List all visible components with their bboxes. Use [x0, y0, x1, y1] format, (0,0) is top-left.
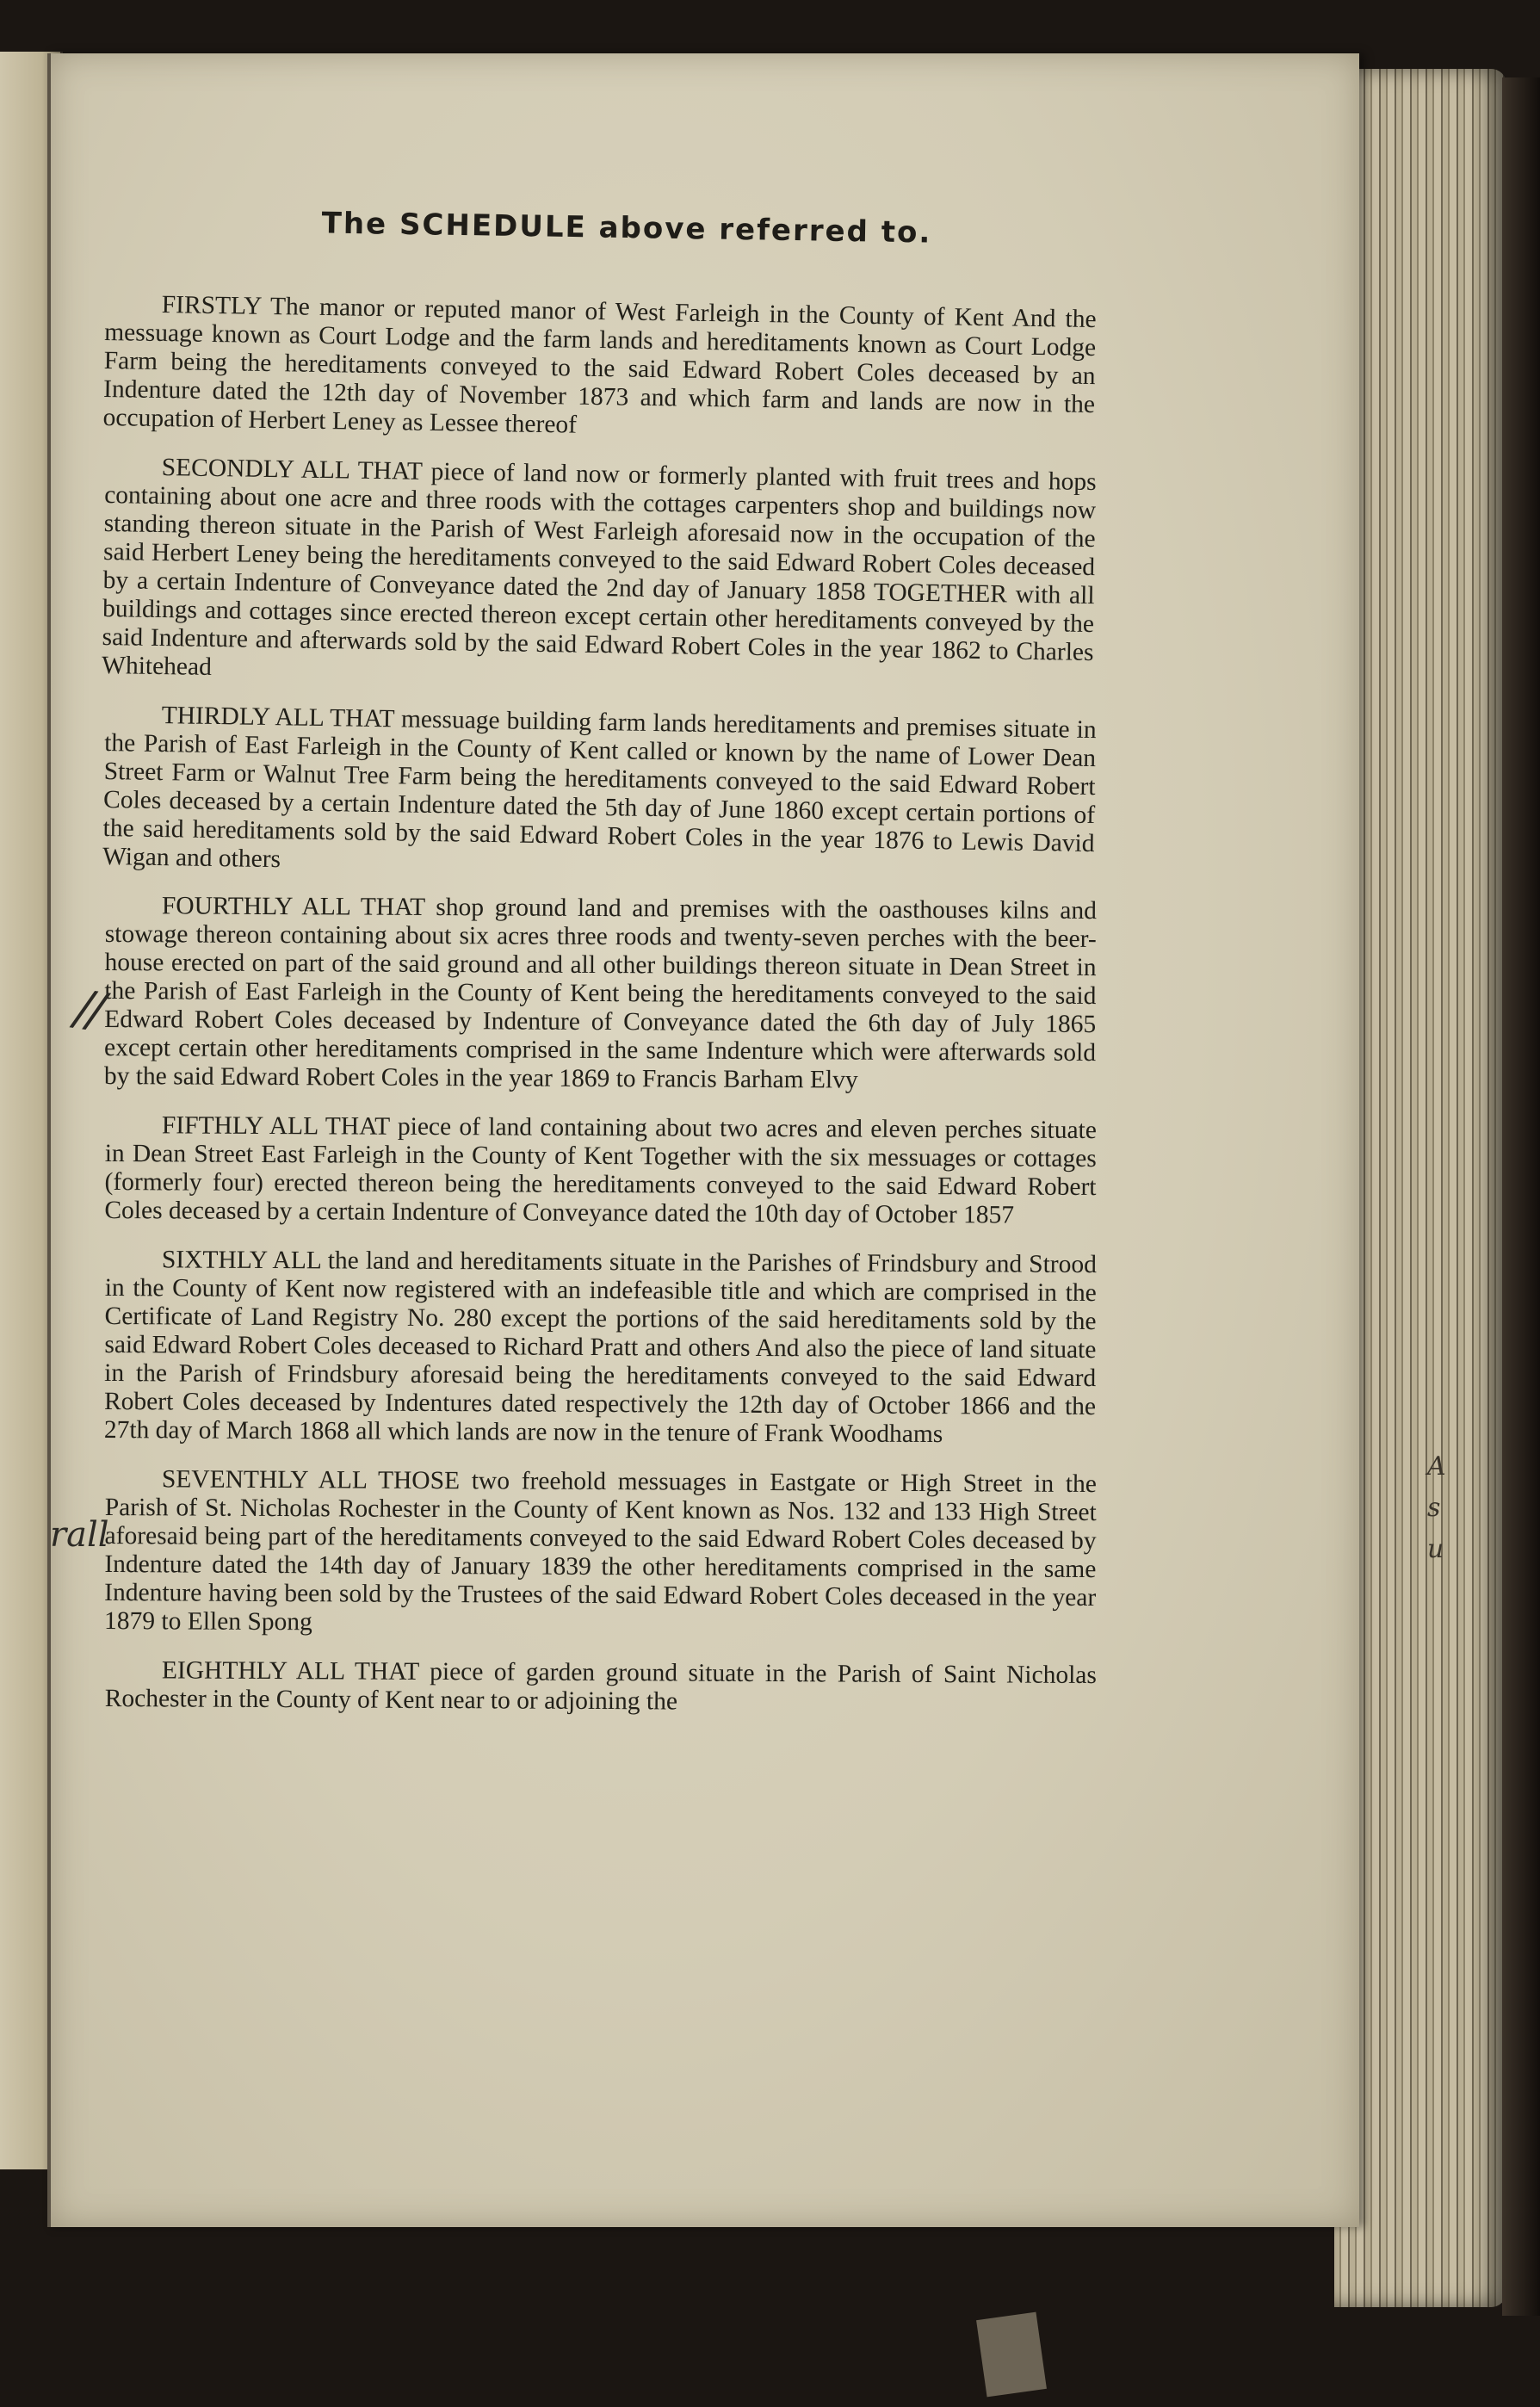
document-body [101, 206, 1097, 1734]
paragraph-sixthly: SIXTHLY ALL the land and hereditaments situate in the Parishes of Frindsbury and Strood in the County of Kent now registered with an indefeasible title and which are comprised in the Certificate of Land Registry No. 280 except the portions of the said hereditaments sold by the said Edward Robert Coles deceased to Richard Pratt and others And also the piece of land situate in the Parish of Frindsbury aforesaid being the hereditaments conveyed to the said Edward Robert Coles deceased by Indentures dated respectively the 12th day of October 1866 and the 27th day of March 1868 all which lands are now in the tenure of Frank Woodhams [103, 1246, 1097, 1449]
binding-shadow [1502, 77, 1540, 2316]
right-margin-handwriting: A s u [1427, 1451, 1446, 1564]
paragraph-eighthly: EIGHTHLY ALL THAT piece of garden ground situate in the Parish of Saint Nicholas Rochester in the County of Kent near to or adjoining the [104, 1656, 1097, 1716]
paragraph-thirdly: THIRDLY ALL THAT messuage building farm lands hereditaments and premises situate in the Parish of East Farleigh in the County of Kent called or known by the name of Lower Dean Street Farm or Walnut Tree Farm being the hereditaments conveyed to the said Edward Robert Coles deceased by a certain Indenture dated the 5th day of June 1860 except certain portions of the said hereditaments sold by the said Edward Robert Coles in the year 1876 to Lewis David Wigan and others [102, 702, 1097, 874]
paragraph-seventhly: SEVENTHLY ALL THOSE two freehold messuages in Eastgate or High Street in the Parish of St. Nicholas Rochester in the County of Kent known as Nos. 132 and 133 High Street aforesaid being part of the hereditaments conveyed to the said Edward Robert Coles deceased by Indenture dated the 14th day of January 1839 the other hereditaments comprised in the same Indenture having been sold by the Trustees of the said Edward Robert Coles deceased in the year 1879 to Ellen Spong [103, 1465, 1097, 1637]
margin-handwritten-word: rall [50, 1515, 109, 1555]
binding-tab [976, 2312, 1047, 2398]
paragraph-firstly: FIRSTLY The manor or reputed manor of West Farleigh in the County of Kent And the messuage known as Court Lodge and the farm lands and hereditaments known as Court Lodge Farm being the hereditaments conveyed to the said Edward Robert Coles deceased by an Indenture dated the 12th day of November 1873 and which farm and lands are now in the occupation of Herbert Leney as Lessee thereof [102, 291, 1097, 439]
margin-tick-mark: // [71, 980, 106, 1039]
paragraph-fourthly: FOURTHLY ALL THAT shop ground land and premises with the oasthouses kilns and stowage thereon containing about six acres three roods and twenty-seven perches with the beer-house erected on part of the said ground and all other buildings thereon situate in Dean Street in the Parish of East Farleigh in the County of Kent being the hereditaments conveyed to the said Edward Robert Coles deceased by Indenture of Conveyance dated the 6th day of July 1865 except certain other hereditaments comprised in the same Indenture which were afterwards sold by the said Edward Robert Coles in the year 1869 to Francis Barham Elvy [103, 892, 1097, 1094]
page-stack-edge [1334, 69, 1506, 2307]
paragraph-secondly: SECONDLY ALL THAT piece of land now or formerly planted with fruit trees and hops containing about one acre and three roods with the cottages carpenters shop and buildings now standing thereon situate in the Parish of West Farleigh aforesaid now in the occupation of the said Herbert Leney being the hereditaments conveyed to the said Edward Robert Coles deceased by a certain Indenture of Conveyance dated the 2nd day of January 1858 TOGETHER with all buildings and cottages since erected thereon except certain other hereditaments conveyed by the said Indenture and afterwards sold by the said Edward Robert Coles in the year 1862 to Charles Whitehead [101, 454, 1097, 681]
paragraph-fifthly: FIFTHLY ALL THAT piece of land containing about two acres and eleven perches situate in Dean Street East Farleigh in the County of Kent Together with the six messuages or cottages (formerly four) erected thereon being the hereditaments conveyed to the said Edward Robert Coles deceased by a certain Indenture of Conveyance dated the 10th day of October 1857 [104, 1111, 1097, 1229]
schedule-title: The SCHEDULE above referred to. [321, 206, 932, 251]
